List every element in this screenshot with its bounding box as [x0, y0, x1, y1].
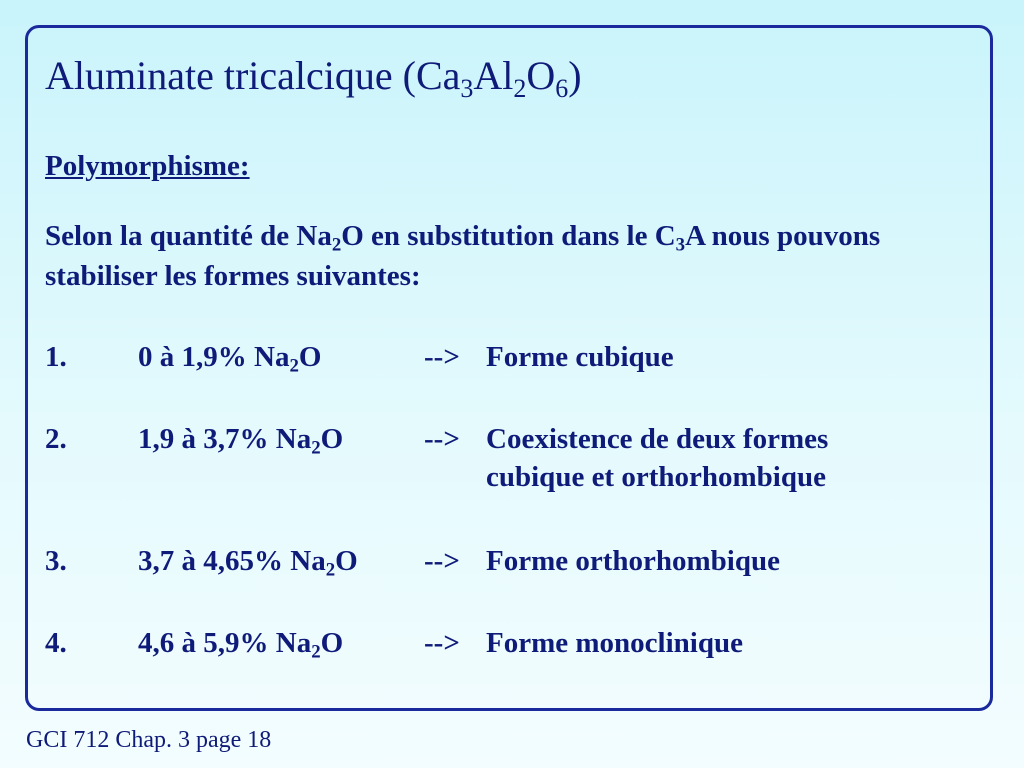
- range-text: 1,9 à 3,7% Na: [138, 423, 312, 455]
- list-item: [0, 338, 1024, 378]
- item-arrow: -->: [424, 341, 460, 373]
- item-number: 3.: [45, 545, 67, 577]
- item-result: Forme monoclinique: [486, 627, 743, 659]
- item-range: [138, 420, 343, 458]
- intro-paragraph: [45, 216, 945, 296]
- title-text: Al: [473, 53, 514, 98]
- range-text: 3,7 à 4,65% Na: [138, 545, 326, 577]
- range-unit: O: [298, 341, 322, 373]
- item-arrow: -->: [424, 423, 460, 455]
- title-subscript: 3: [460, 73, 474, 103]
- item-range: [138, 542, 358, 580]
- range-subscript: 2: [311, 437, 321, 459]
- title-text: Aluminate tricalcique (Ca: [45, 53, 461, 98]
- range-text: 4,6 à 5,9% Na: [138, 627, 312, 659]
- range-unit: O: [320, 423, 344, 455]
- list-item: [0, 420, 1024, 500]
- title-subscript: 2: [513, 73, 527, 103]
- item-number: 2.: [45, 423, 67, 455]
- intro-subscript: 3: [675, 234, 686, 256]
- range-text: 0 à 1,9% Na: [138, 341, 290, 373]
- intro-text: O en substitution dans le C: [341, 220, 676, 252]
- item-result: Forme orthorhombique: [486, 545, 780, 577]
- item-arrow: -->: [424, 627, 460, 659]
- title-text: O: [526, 53, 556, 98]
- range-unit: O: [335, 545, 358, 577]
- page-footer: GCI 712 Chap. 3 page 18: [26, 727, 272, 753]
- title-subscript: 6: [555, 73, 569, 103]
- range-subscript: 2: [325, 559, 336, 581]
- range-unit: O: [320, 627, 344, 659]
- range-subscript: 2: [311, 641, 321, 663]
- title-text: ): [568, 53, 582, 98]
- item-number: 1.: [45, 341, 67, 373]
- item-result: Coexistence de deux formes cubique et orthorhombique: [486, 423, 829, 493]
- item-arrow: -->: [424, 545, 460, 577]
- section-subtitle: Polymorphisme:: [45, 150, 250, 182]
- item-number: 4.: [45, 627, 67, 659]
- item-range: [138, 338, 321, 376]
- intro-text: A nous pouvons stabiliser les formes suivantes:: [45, 220, 881, 292]
- item-range: [138, 624, 343, 662]
- intro-text: Selon la quantité de Na: [45, 220, 332, 252]
- list-item: [0, 542, 1024, 582]
- range-subscript: 2: [289, 355, 299, 377]
- list-item: [0, 624, 1024, 664]
- intro-subscript: 2: [331, 234, 342, 256]
- slide-title: [45, 52, 582, 103]
- item-result: Forme cubique: [486, 341, 674, 373]
